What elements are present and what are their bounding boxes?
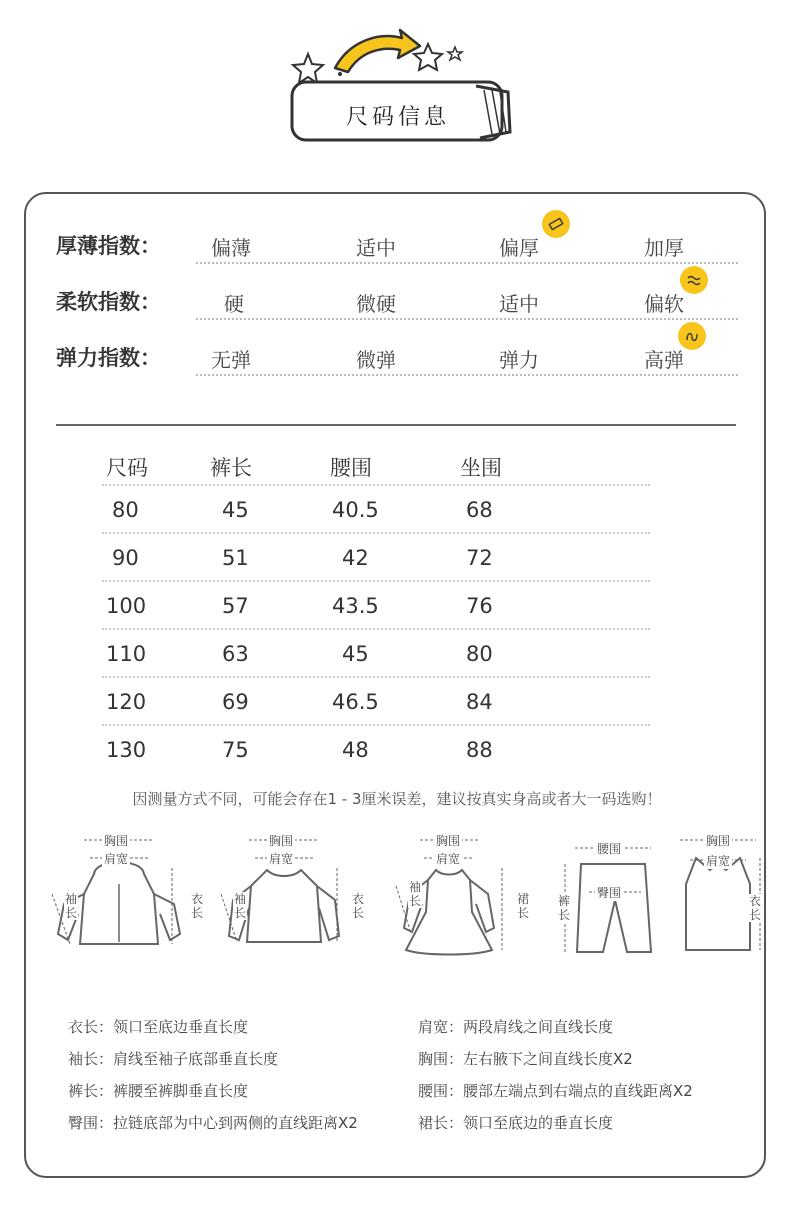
table-row [102, 730, 650, 778]
table-cell: 63 [222, 642, 249, 666]
sweater-illustration [209, 824, 364, 974]
definition-item: 胸围：左右腋下之间直线长度X2 [418, 1050, 633, 1068]
ruler-icon [542, 210, 570, 238]
pants-illustration [539, 824, 679, 974]
thickness-index-label: 厚薄指数： [56, 234, 161, 258]
page-title: 尺码信息 [345, 105, 450, 130]
table-cell: 72 [466, 546, 493, 570]
shoulder-label: 肩宽 [706, 854, 731, 868]
table-cell: 51 [222, 546, 249, 570]
definition-item: 裙长：领口至底边的垂直长度 [418, 1114, 614, 1132]
table-row [102, 586, 650, 634]
table-cell: 68 [466, 498, 493, 522]
definition-item: 袖长：肩线至袖子底部垂直长度 [68, 1050, 279, 1068]
table-cell: 57 [222, 594, 249, 618]
vest-illustration [674, 824, 790, 974]
wave-icon [680, 266, 708, 294]
jacket-illustration [44, 824, 203, 974]
index-option-selected: 偏厚 [499, 236, 539, 260]
softness-index-row [56, 280, 736, 320]
table-cell: 90 [112, 546, 139, 570]
table-cell: 75 [222, 738, 249, 762]
table-cell: 110 [106, 642, 147, 666]
shoulder-label: 肩宽 [104, 852, 129, 866]
size-card [24, 192, 766, 1178]
inseam-label: 裤长 [557, 894, 570, 922]
chest-label: 胸围 [269, 834, 294, 848]
definition-item: 肩宽：两段肩线之间直线长度 [418, 1018, 614, 1036]
table-cell: 69 [222, 690, 249, 714]
chest-label: 胸围 [104, 834, 129, 848]
index-option: 微硬 [356, 292, 396, 316]
index-option: 硬 [224, 292, 244, 316]
hip-label: 臀围 [597, 886, 622, 900]
table-row [102, 490, 650, 538]
table-row [102, 634, 650, 682]
table-cell: 46.5 [332, 690, 379, 714]
index-option-selected: 高弹 [644, 348, 684, 372]
measurement-note: 因测量方式不同，可能会存在1 - 3厘米误差，建议按真实身高或者大一码选购！ [132, 790, 662, 808]
sleeve-label: 袖长 [408, 880, 421, 908]
size-table [102, 444, 650, 778]
sleeve-label: 袖长 [233, 892, 246, 920]
sleeve-label: 袖长 [64, 892, 77, 920]
garment-illustrations [44, 824, 761, 974]
table-cell: 48 [342, 738, 369, 762]
definition-item: 腰围：腰部左端点到右端点的直线距离X2 [418, 1082, 693, 1100]
table-cell: 88 [466, 738, 493, 762]
length-label: 衣长 [351, 892, 364, 920]
table-row [102, 538, 650, 586]
table-cell: 120 [106, 690, 147, 714]
chest-label: 胸围 [706, 834, 731, 848]
table-row [102, 682, 650, 730]
elasticity-index-row [56, 336, 736, 376]
size-info-banner [280, 22, 520, 152]
table-cell: 76 [466, 594, 493, 618]
table-cell: 130 [106, 738, 147, 762]
shoulder-label: 肩宽 [269, 852, 294, 866]
length-label: 裙长 [516, 892, 529, 920]
thickness-index-row [56, 224, 736, 264]
table-cell: 100 [106, 594, 147, 618]
table-header-row [102, 444, 650, 490]
column-header: 尺码 [106, 456, 148, 480]
column-header: 腰围 [330, 456, 372, 480]
table-cell: 42 [342, 546, 369, 570]
table-cell: 45 [342, 642, 369, 666]
table-cell: 84 [466, 690, 493, 714]
table-cell: 43.5 [332, 594, 379, 618]
definition-item: 衣长：领口至底边垂直长度 [68, 1018, 249, 1036]
chest-label: 胸围 [436, 834, 461, 848]
index-option: 无弹 [211, 348, 251, 372]
table-cell: 40.5 [332, 498, 379, 522]
length-label: 衣长 [748, 894, 761, 922]
table-cell: 80 [466, 642, 493, 666]
table-cell: 45 [222, 498, 249, 522]
spring-icon [678, 322, 706, 350]
dress-illustration [374, 824, 529, 974]
index-option: 加厚 [644, 236, 684, 260]
softness-index-label: 柔软指数： [56, 290, 161, 314]
table-cell: 80 [112, 498, 139, 522]
index-option: 弹力 [499, 348, 539, 372]
definition-item: 裤长：裤腰至裤脚垂直长度 [68, 1082, 249, 1100]
index-option-selected: 偏软 [644, 292, 684, 316]
elasticity-index-label: 弹力指数： [56, 346, 161, 370]
definition-item: 臀围：拉链底部为中心到两侧的直线距离X2 [68, 1114, 358, 1132]
index-option: 偏薄 [211, 236, 251, 260]
length-label: 衣长 [190, 892, 203, 920]
waist-label: 腰围 [597, 842, 622, 856]
column-header: 裤长 [210, 456, 252, 480]
column-header: 坐围 [460, 456, 502, 480]
index-option: 适中 [499, 292, 539, 316]
index-option: 微弹 [356, 348, 396, 372]
index-option: 适中 [356, 236, 396, 260]
shoulder-label: 肩宽 [436, 852, 461, 866]
section-divider [56, 424, 736, 426]
